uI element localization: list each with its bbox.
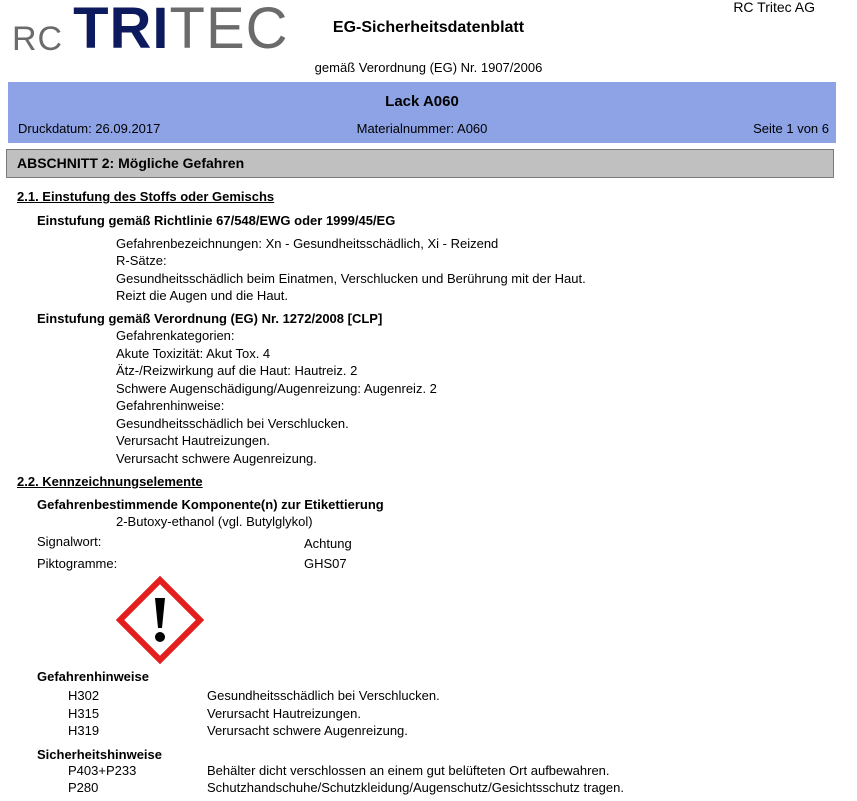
signal-word-value: Achtung bbox=[304, 536, 352, 551]
hazard-code: H302 bbox=[68, 688, 100, 703]
clp-line: Verursacht Hautreizungen. bbox=[116, 433, 270, 448]
clp-line: Gefahrenhinweise: bbox=[116, 398, 225, 413]
subsection-2-2-heading: 2.2. Kennzeichnungselemente bbox=[17, 474, 203, 489]
directive-line: Gesundheitsschädlich beim Einatmen, Verschlucken und Berührung mit der Haut. bbox=[116, 271, 586, 286]
section-header bbox=[6, 149, 834, 178]
component-heading: Gefahrenbestimmende Komponente(n) zur Etikettierung bbox=[37, 497, 384, 512]
company-name: RC Tritec AG bbox=[733, 0, 815, 15]
document-title: EG-Sicherheitsdatenblatt bbox=[332, 19, 525, 36]
precautionary-statements-heading: Sicherheitshinweise bbox=[37, 747, 162, 762]
signal-word-label: Signalwort: bbox=[37, 534, 102, 549]
directive-classification-heading: Einstufung gemäß Richtlinie 67/548/EWG oder 1999/45/EG bbox=[37, 213, 396, 228]
hazard-text: Verursacht schwere Augenreizung. bbox=[207, 723, 408, 738]
precaution-code: P280 bbox=[68, 780, 99, 795]
directive-line: Gefahrenbezeichnungen: Xn - Gesundheitsschädlich, Xi - Reizend bbox=[116, 236, 499, 251]
precaution-text: Schutzhandschuhe/Schutzkleidung/Augenschutz/Gesichtsschutz tragen. bbox=[207, 780, 624, 795]
clp-line: Schwere Augenschädigung/Augenreizung: Augenreiz. 2 bbox=[116, 381, 437, 396]
product-name: Lack A060 bbox=[385, 93, 459, 110]
precaution-code: P403+P233 bbox=[68, 763, 137, 778]
logo-rc-text: RC bbox=[12, 20, 64, 58]
print-date: Druckdatum: 26.09.2017 bbox=[18, 121, 161, 136]
clp-line: Ätz-/Reizwirkung auf die Haut: Hautreiz. 2 bbox=[116, 363, 358, 378]
precaution-text: Behälter dicht verschlossen an einem gut belüfteten Ort aufbewahren. bbox=[207, 763, 610, 778]
component-name: 2-Butoxy-ethanol (vgl. Butylglykol) bbox=[116, 514, 313, 529]
subsection-2-1-heading: 2.1. Einstufung des Stoffs oder Gemischs bbox=[17, 189, 275, 204]
section-title: ABSCHNITT 2: Mögliche Gefahren bbox=[17, 155, 245, 171]
page-number: Seite 1 von 6 bbox=[753, 121, 829, 136]
directive-line: Reizt die Augen und die Haut. bbox=[116, 288, 289, 303]
hazard-text: Verursacht Hautreizungen. bbox=[207, 706, 361, 721]
hazard-code: H315 bbox=[68, 706, 100, 721]
pictogram-label: Piktogramme: bbox=[37, 556, 118, 571]
hazard-statements-heading: Gefahrenhinweise bbox=[37, 669, 149, 684]
ghs07-exclamation-icon bbox=[116, 576, 204, 664]
clp-line: Verursacht schwere Augenreizung. bbox=[116, 451, 317, 466]
product-banner bbox=[8, 82, 836, 143]
logo-tri-text: TRI bbox=[73, 0, 170, 61]
hazard-text: Gesundheitsschädlich bei Verschlucken. bbox=[207, 688, 440, 703]
pictogram-value: GHS07 bbox=[304, 556, 347, 571]
material-number: Materialnummer: A060 bbox=[356, 121, 488, 136]
logo-tec-text: TEC bbox=[169, 0, 289, 61]
clp-line: Akute Toxizität: Akut Tox. 4 bbox=[116, 346, 271, 361]
clp-line: Gesundheitsschädlich bei Verschlucken. bbox=[116, 416, 349, 431]
clp-line: Gefahrenkategorien: bbox=[116, 328, 235, 343]
hazard-code: H319 bbox=[68, 723, 100, 738]
document-subtitle: gemäß Verordnung (EG) Nr. 1907/2006 bbox=[314, 60, 543, 75]
directive-line: R-Sätze: bbox=[116, 253, 167, 268]
clp-classification-heading: Einstufung gemäß Verordnung (EG) Nr. 1272/2008 [CLP] bbox=[37, 311, 383, 326]
